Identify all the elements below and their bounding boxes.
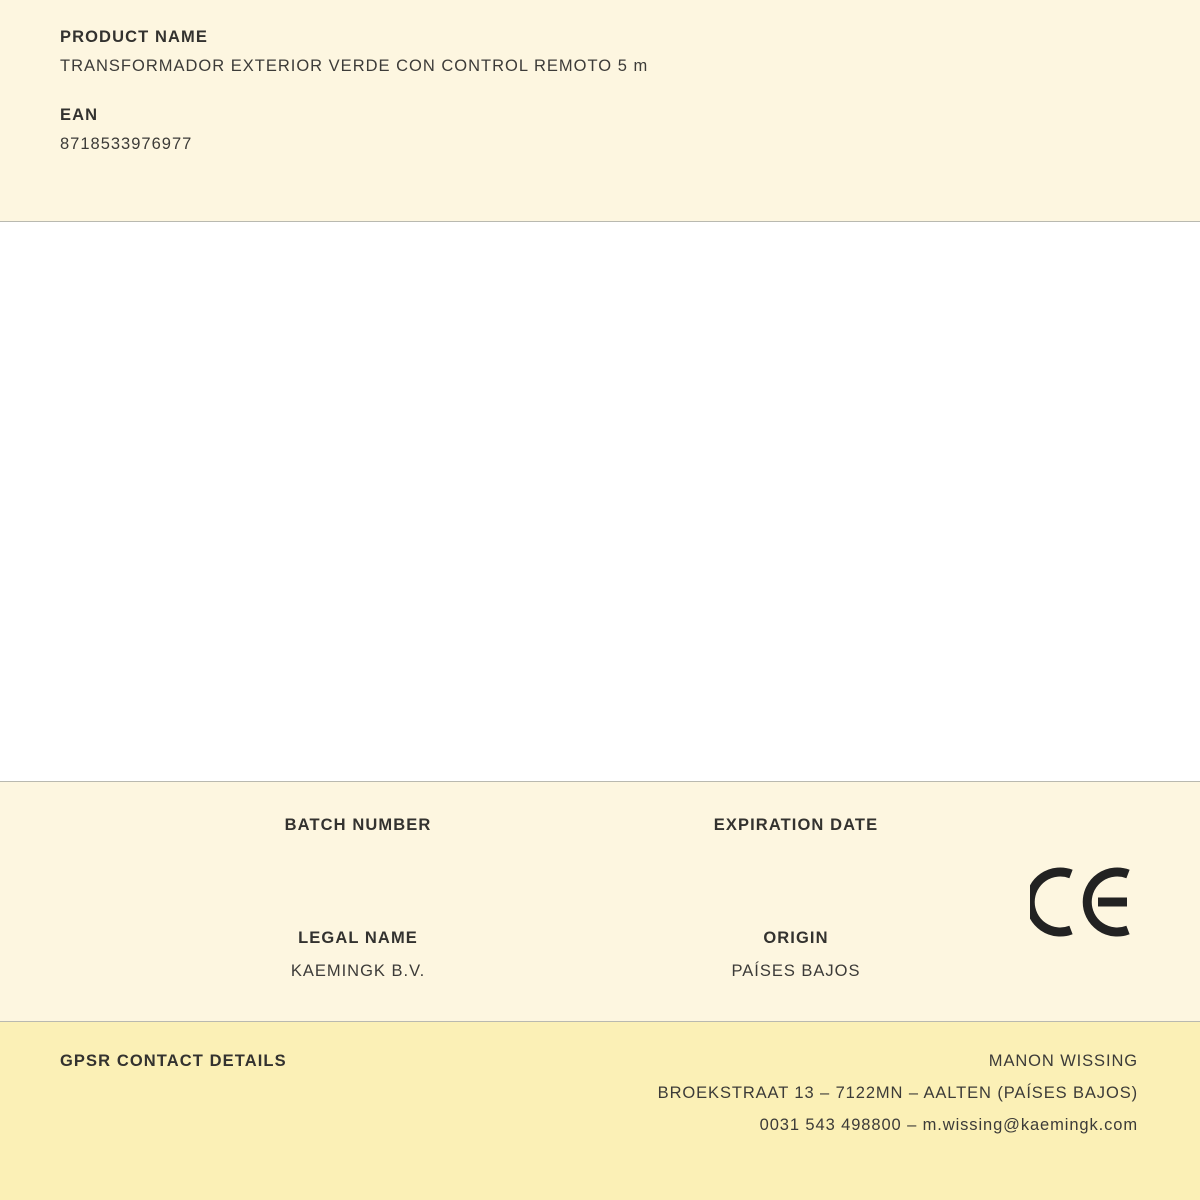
expiration-date-value — [586, 849, 1006, 867]
expiration-date-cell — [586, 816, 1006, 867]
legal-name-label: LEGAL NAME — [298, 929, 418, 947]
product-identification-block — [0, 0, 1200, 222]
gpsr-address: BROEKSTRAAT 13 – 7122MN – AALTEN (PAÍSES BAJOS) — [657, 1084, 1138, 1102]
gpsr-title: GPSR CONTACT DETAILS — [60, 1052, 287, 1070]
ean-group — [60, 106, 1140, 154]
legal-name-value: KAEMINGK B.V. — [290, 962, 426, 980]
product-name-group — [60, 28, 1140, 76]
batch-number-cell — [148, 816, 568, 867]
gpsr-phone-email: 0031 543 498800 – m.wissing@kaemingk.com — [759, 1116, 1138, 1134]
gpsr-contact-lines — [658, 1052, 1138, 1135]
ce-marking-icon — [1030, 864, 1132, 940]
batch-number-value — [148, 849, 568, 867]
origin-label: ORIGIN — [763, 929, 829, 947]
product-image-area — [0, 222, 1200, 782]
product-details-block — [0, 782, 1200, 1022]
legal-name-cell — [148, 929, 568, 981]
product-name-label: PRODUCT NAME — [60, 28, 208, 46]
details-row-legal — [0, 929, 1200, 981]
batch-number-label: BATCH NUMBER — [284, 816, 432, 834]
ean-label: EAN — [60, 106, 99, 124]
details-row-batch — [0, 816, 1200, 867]
origin-cell — [586, 929, 1006, 981]
expiration-date-label: EXPIRATION DATE — [713, 816, 879, 834]
origin-value: PAÍSES BAJOS — [731, 962, 861, 980]
gpsr-contact-name: MANON WISSING — [988, 1052, 1138, 1070]
gpsr-contact-block — [0, 1022, 1200, 1200]
product-name-value: TRANSFORMADOR EXTERIOR VERDE CON CONTROL REMOTO 5 m — [60, 57, 649, 75]
ean-value: 8718533976977 — [60, 135, 193, 153]
